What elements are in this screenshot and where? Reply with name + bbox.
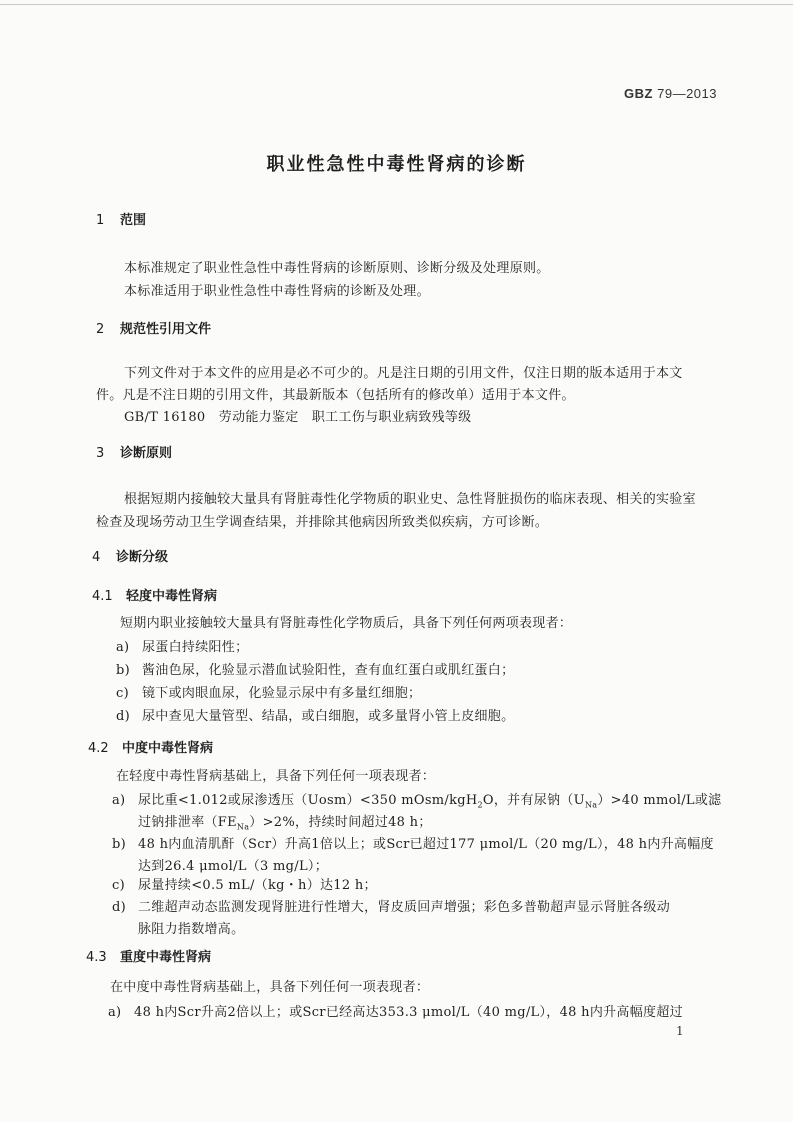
paragraph-line: 在中度中毒性肾病基础上，具备下列任何一项表现者： — [110, 980, 430, 995]
section-number: 4.1 — [92, 589, 113, 604]
paragraph-line: 本标准规定了职业性急性中毒性肾病的诊断原则、诊断分级及处理原则。 — [124, 261, 550, 276]
list-item — [112, 874, 377, 893]
paragraph-line: 根据短期内接触较大量具有肾脏毒性化学物质的职业史、急性肾脏损伤的临床表现、相关的实验室 — [124, 492, 696, 507]
list-item — [116, 636, 248, 655]
page-title: 职业性急性中毒性肾病的诊断 — [266, 154, 527, 175]
list-item-continuation: 脉阻力指数增高。 — [138, 922, 245, 937]
list-item-continuation: 过钠排泄率$(FE_{Na})>2\%$，持续时间超过48 h； — [138, 815, 432, 832]
section-1-heading — [96, 209, 146, 228]
section-number: 1 — [96, 213, 105, 228]
list-marker: a) — [112, 793, 126, 808]
section-title: 规范性引用文件 — [120, 322, 212, 337]
list-marker: b) — [112, 837, 126, 852]
list-item-text: 二维超声动态监测发现肾脏进行性增大，肾皮质回声增强；彩色多普勒超声显示肾脏各级动 — [138, 900, 671, 915]
standard-code-prefix: GBZ — [624, 86, 653, 101]
list-item — [116, 705, 514, 724]
paragraph-line: 下列文件对于本文件的应用是必不可少的。凡是注日期的引用文件，仅注日期的版本适用于本文 — [124, 366, 683, 381]
section-number: 4.3 — [86, 950, 107, 965]
list-marker: a) — [108, 1005, 122, 1020]
section-title: 重度中毒性肾病 — [120, 950, 212, 965]
paragraph-line: 本标准适用于职业性急性中毒性肾病的诊断及处理。 — [124, 284, 430, 299]
paragraph-line: 件。凡是不注日期的引用文件，其最新版本（包括所有的修改单）适用于本文件。 — [96, 388, 575, 403]
list-item-continuation: 达到26.4 μmol/L（3 mg/L）； — [138, 859, 329, 874]
paragraph-line: 在轻度中毒性肾病基础上，具备下列任何一项表现者： — [116, 769, 436, 784]
list-item-text: 48 h内Scr升高2倍以上；或Scr已经高达353.3 μmol/L（40 mg/L），48 h内升高幅度超过 — [134, 1005, 683, 1020]
section-number: 4 — [92, 550, 101, 565]
section-title: 诊断分级 — [116, 550, 169, 565]
list-marker: b) — [116, 663, 130, 678]
paragraph-line: 短期内职业接触较大量具有肾脏毒性化学物质后，具备下列任何两项表现者： — [120, 616, 573, 631]
section-3-heading — [96, 442, 172, 461]
standard-code-number: 79—2013 — [657, 86, 717, 101]
section-title: 中度中毒性肾病 — [122, 741, 214, 756]
section-number: 2 — [96, 322, 105, 337]
list-item — [108, 1001, 683, 1020]
list-item-text: 尿蛋白持续阳性； — [142, 640, 249, 655]
list-marker: d) — [116, 709, 130, 724]
list-item-text: 尿中查见大量管型、结晶，或白细胞，或多量肾小管上皮细胞。 — [142, 709, 515, 724]
list-marker: d) — [112, 900, 126, 915]
list-marker: c) — [116, 686, 129, 701]
paragraph-line: 检查及现场劳动卫生学调查结果，并排除其他病因所致类似疾病，方可诊断。 — [96, 515, 549, 530]
section-4-1-heading — [92, 585, 217, 604]
list-item-text: 尿比重<1.012或尿渗透压（Uosm）<350 mOsm/kgH$_2$O，并有尿钠$(U_{Na})>40$ mmol/L或滤 — [138, 793, 722, 810]
scan-edge-line — [0, 4, 793, 5]
section-4-heading — [92, 546, 168, 565]
list-item-text: 48 h内血清肌酐（Scr）升高1倍以上；或Scr已超过177 μmol/L（20 mg/L），48 h内升高幅度 — [138, 837, 714, 852]
section-title: 范围 — [120, 213, 147, 228]
list-item — [116, 682, 421, 701]
section-2-heading — [96, 318, 211, 337]
page-number: 1 — [676, 1024, 684, 1038]
section-number: 3 — [96, 446, 105, 461]
list-item — [112, 896, 670, 915]
list-marker: c) — [112, 878, 125, 893]
list-item-text: 酱油色尿，化验显示潜血试验阳性，查有血红蛋白或肌红蛋白； — [142, 663, 515, 678]
list-item-text: 尿量持续<0.5 mL/（kg・h）达12 h； — [138, 878, 377, 893]
list-item — [116, 659, 514, 678]
section-4-2-heading — [88, 737, 213, 756]
list-item — [112, 833, 714, 852]
section-4-3-heading — [86, 946, 211, 965]
section-number: 4.2 — [88, 741, 109, 756]
section-title: 轻度中毒性肾病 — [126, 589, 218, 604]
list-item — [112, 789, 721, 810]
list-item-text: 镜下或肉眼血尿，化验显示尿中有多量红细胞； — [142, 686, 422, 701]
standard-code — [624, 86, 717, 101]
section-title: 诊断原则 — [120, 446, 173, 461]
normative-reference: GB/T 16180 劳动能力鉴定 职工工伤与职业病致残等级 — [124, 410, 472, 425]
list-marker: a) — [116, 640, 130, 655]
